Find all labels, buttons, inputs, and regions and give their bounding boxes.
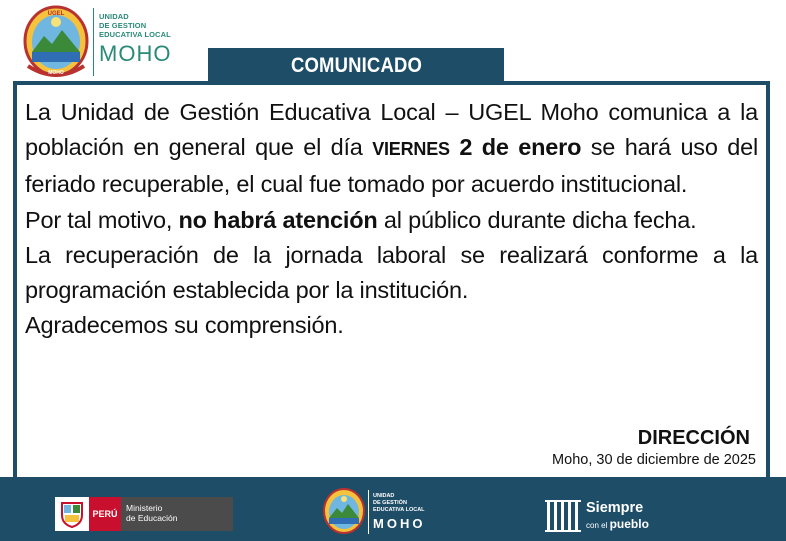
p1-text-d: se hará uso del feriado recuperable, el cual fue tomado por acuerdo institucional. — [25, 134, 759, 198]
slogan-pueblo: pueblo — [609, 517, 649, 531]
svg-text:MOHO: MOHO — [48, 70, 64, 76]
paragraph-3: La recuperación de la jornada laboral se realizará conforme a la programación establecida por la institución. — [25, 241, 758, 304]
comunicado-title: COMUNICADO — [290, 54, 422, 77]
p1-text-a: La Unidad de Gestión Educativa Local – UGEL Moho comunica a la población en general que el día — [25, 99, 758, 161]
paragraph-4: Agradecemos su comprensión. — [25, 312, 344, 339]
slogan-siempre: Siempre — [586, 500, 644, 516]
minedu-peru: PERÚ — [89, 497, 121, 531]
date-line: Moho, 30 de diciembre de 2025 — [552, 452, 756, 468]
slogan-con-el-pueblo — [586, 517, 649, 531]
ugel-moho-emblem-icon — [22, 4, 90, 80]
footer-ugel-line-3: EDUCATIVA LOCAL — [373, 507, 425, 513]
ugel-footer-emblem-icon — [322, 487, 366, 537]
logo-line-3: EDUCATIVA LOCAL — [99, 30, 171, 39]
minedu-logo — [55, 497, 233, 531]
minedu-name — [121, 497, 233, 531]
footer-ugel-text — [373, 493, 425, 531]
slogan-con-el: con el — [586, 521, 608, 530]
logo-divider — [93, 8, 94, 76]
columns-icon — [545, 498, 583, 534]
announcement-card — [13, 81, 770, 481]
ugel-logo-text — [99, 12, 171, 67]
p2-text-a: Por tal motivo, — [25, 206, 179, 233]
logo-line-1: UNIDAD — [99, 12, 129, 21]
logo-moho: MOHO — [99, 41, 172, 66]
p2-text-c: al público durante dicha fecha. — [377, 206, 697, 233]
svg-text:UGEL: UGEL — [47, 11, 65, 17]
footer-ugel-line-1: UNIDAD — [373, 493, 395, 499]
footer-logo-divider — [368, 490, 369, 534]
peru-shield-icon — [55, 497, 89, 531]
footer-ugel-moho: MOHO — [373, 516, 426, 531]
minedu-line-1: Ministerio — [126, 503, 163, 513]
paragraph-2 — [25, 203, 758, 238]
minedu-line-2: de Educación — [126, 513, 178, 523]
p1-date: 2 de enero — [449, 134, 582, 161]
announcement-body — [25, 95, 758, 343]
siempre-con-el-pueblo-logo — [545, 498, 657, 534]
logo-line-2: DE GESTION — [99, 21, 147, 30]
p2-no-atencion: no habrá atención — [178, 206, 378, 233]
p1-viernes: VIERNES — [372, 139, 450, 160]
signature: DIRECCIÓN — [637, 427, 750, 449]
paragraph-1 — [25, 95, 758, 203]
header — [0, 0, 786, 84]
footer — [0, 477, 786, 541]
footer-ugel-line-2: DE GESTIÓN — [373, 500, 407, 506]
comunicado-tab — [208, 48, 504, 84]
